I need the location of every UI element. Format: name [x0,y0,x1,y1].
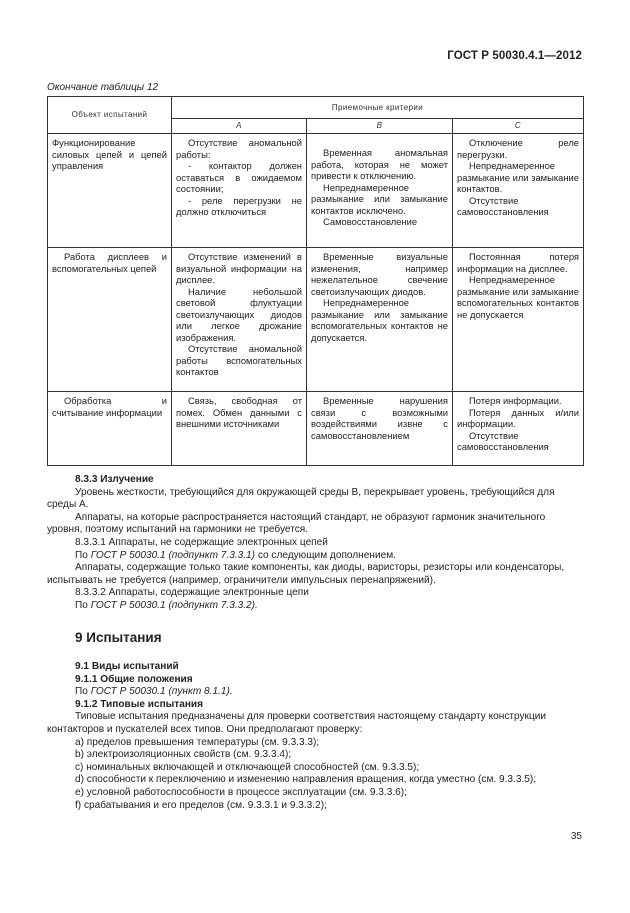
acceptance-criteria-table [47,96,584,466]
cell-text: Временная аномальная работа, которая не может привести к отключению. [311,147,448,181]
standard-reference: ГОСТ Р 50030.1 (пункт 8.1.1). [90,686,233,698]
table-row [48,248,584,392]
ref-suffix: со следующим дополнением. [255,549,396,561]
list-item: e) условной работоспособности в процессе эксплуатации (см. 9.3.3.6); [75,786,407,798]
paragraph [47,686,583,699]
standard-reference: ГОСТ Р 50030.1 (подпункт 7.3.3.1) [90,549,256,561]
cell-text: Связь, свободная от помех. Обмен данными с внешними источниками [176,395,302,429]
document-header: ГОСТ Р 50030.4.1—2012 [447,50,582,62]
col-header-c: C [453,119,584,134]
row-object: Обработка и считывание информации [52,395,167,418]
col-header-a: A [172,119,307,134]
col-header-object: Объект испытаний [48,97,172,134]
section-heading: 8.3.3 Излучение [75,474,154,485]
cell-text: Отсутствие изменений в визуальной информации на дисплее. [176,251,302,285]
section-9-1 [47,661,583,812]
paragraph: Типовые испытания предназначены для проверки соответствия настоящему стандарту конструкции контакторов и пускателей всех типов. Они предполагают проверку: [47,711,547,735]
cell-text: Непреднамеренное размыкание или замыкание вспомогательных контактов не допускается [457,274,580,320]
table-row [48,392,584,466]
list-item: f) срабатывания и его пределов (см. 9.3.3.1 и 9.3.3.2); [75,799,327,811]
col-header-b: B [307,119,453,134]
cell-text: Непреднамеренное размыкание или замыкание контактов исключено. [311,181,448,216]
section-heading: 8.3.3.1 Аппараты, не содержащие электронных цепей [75,536,328,548]
cell-text: Отсутствие самовосстановления [457,194,549,217]
list-item: b) электроизоляционных свойств (см. 9.3.3.4); [75,749,292,761]
section-9 [47,632,583,645]
paragraph: Аппараты, на которые распространяется настоящий стандарт, не образуют гармоник значительного уровня, поэтому испытаний на гармоники не требуется. [47,511,546,536]
list-item: a) пределов превышения температуры (см. 9.3.3.3); [75,736,320,748]
standard-reference: ГОСТ Р 50030.1 (подпункт 7.3.3.2). [90,599,258,611]
cell-text: Потеря данных и/или информации. [457,406,580,429]
cell-text: Непреднамеренное размыкание или замыкание вспомогательных контактов не допускается. [311,297,448,343]
paragraph [47,600,583,613]
cell-text: Отсутствие аномальной работы: [176,137,302,160]
cell-text: Потеря информации. [469,395,562,406]
cell-text: Наличие небольшой световой флуктуации светоизлучающих диодов или легкое дрожание изображения. [176,285,302,343]
cell-text: Непреднамеренное размыкание или замыкание контактов. [457,160,580,194]
paragraph: Уровень жесткости, требующийся для окружающей среды В, перекрывает уровень, требующийся для среды А. [47,486,555,511]
section-8-3-3 [47,474,583,613]
section-heading: 9.1.2 Типовые испытания [75,698,204,710]
section-heading: 9.1.1 Общие положения [75,673,193,685]
cell-text: Постоянная потеря информации на дисплее. [457,251,580,274]
cell-text: - контактор должен оставаться в ожидаемом состоянии; [176,160,302,194]
cell-text: Временные визуальные изменения, например нежелательное свечение светоизлучающих диодов. [311,251,448,297]
paragraph: Аппараты, содержащие только такие компоненты, как диоды, варисторы, резисторы или конденсаторы, испытывать не требуется (например, ограничители импульсных перенапряжений). [47,562,565,586]
row-object: Работа дисплеев и вспомогательных цепей [52,251,167,274]
cell-text: Отсутствие самовосстановления [457,429,549,452]
row-object: Функционирование силовых цепей и цепей управления [52,137,167,171]
cell-text: - реле перегрузки не должно отключиться [176,194,302,217]
cell-text: Временные нарушения связи с возможными воздействиями извне с самовосстановлением [311,395,448,441]
page-number: 35 [570,831,582,842]
col-header-criteria: Приемочные критерии [172,97,584,119]
paragraph [47,550,583,563]
table-row [48,134,584,248]
list-item: c) номинальных включающей и отключающей способностей (см. 9.3.3.5); [75,761,420,773]
cell-text: Отсутствие аномальной работы вспомогательных контактов [176,343,302,377]
ref-prefix: По [75,549,91,561]
ref-prefix: По [75,599,91,611]
table-caption: Окончание таблицы 12 [47,82,159,93]
cell-text: Самовосстановление [323,216,418,227]
list-item: d) способности к переключению и изменению направления вращения, когда уместно (см. 9.3.3.5); [75,774,537,786]
section-heading: 9.1 Виды испытаний [75,661,179,672]
section-heading: 8.3.3.2 Аппараты, содержащие электронные цепи [75,587,309,599]
chapter-heading: 9 Испытания [75,630,162,645]
ref-prefix: По [75,686,91,698]
cell-text: Отключение реле перегрузки. [457,137,580,160]
